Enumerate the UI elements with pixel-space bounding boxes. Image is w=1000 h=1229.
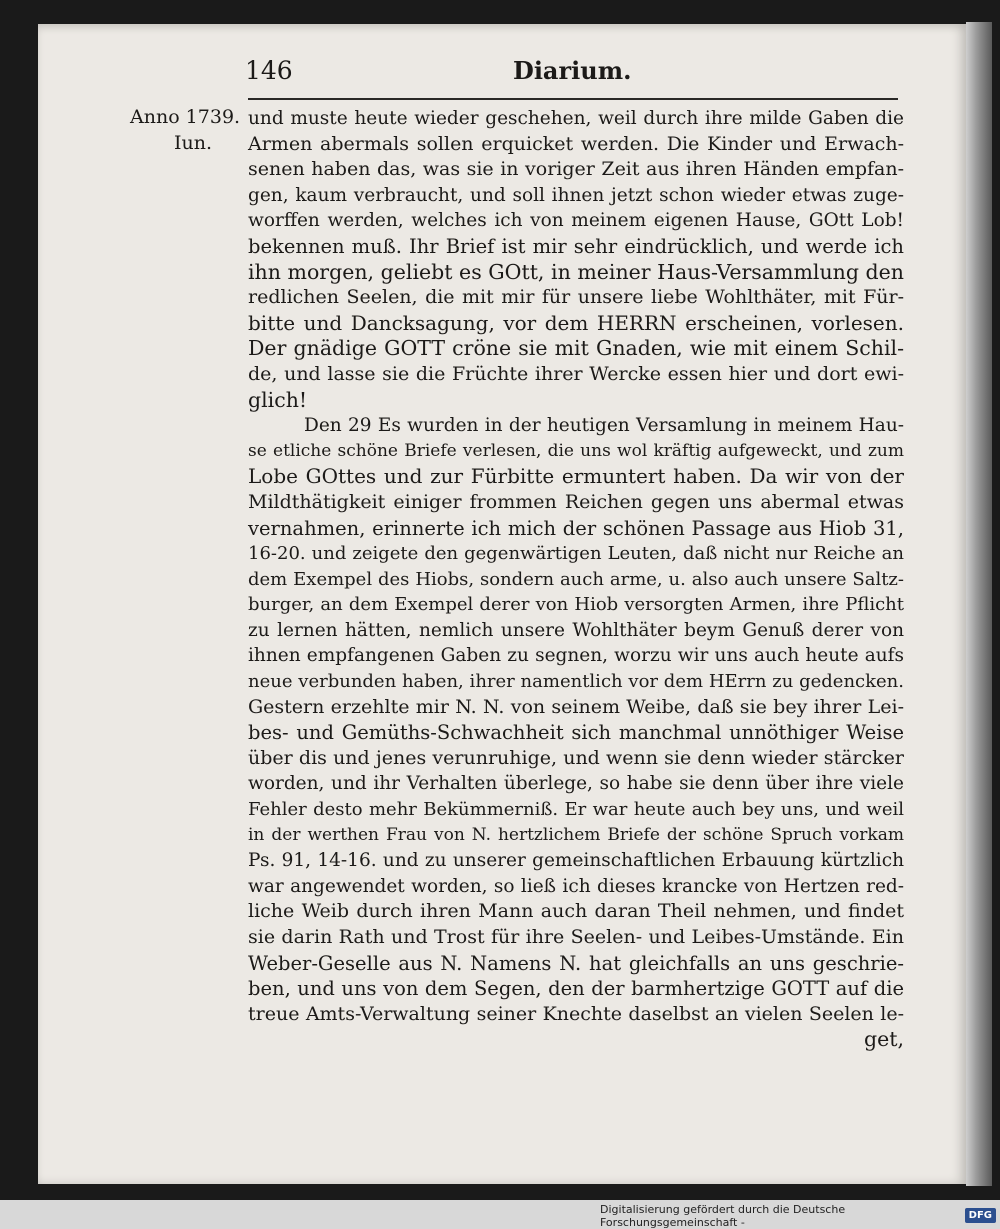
text-line: neue verbunden haben, ihrer namentlich vor dem HErrn zu gedencken.: [248, 671, 904, 693]
text-line: treue Amts-Verwaltung seiner Knechte daselbst an vielen Seelen le-: [248, 1002, 904, 1025]
text-line: sie darin Rath und Trost für ihre Seelen- und Leibes-Umstände. Ein: [248, 926, 904, 948]
text-line: senen haben das, was sie in voriger Zeit aus ihren Händen empfan-: [248, 158, 904, 181]
digitization-credit: [600, 1202, 1000, 1229]
text-line: Ps. 91, 14-16. und zu unserer gemeinschaftlichen Erbauung kürtzlich: [248, 850, 904, 872]
text-line: vernahmen, erinnerte ich mich der schönen Passage aus Hiob 31,: [248, 516, 904, 540]
text-line: Der gnädige GOTT cröne sie mit Gnaden, wie mit einem Schil-: [248, 336, 904, 361]
text-line: Weber-Geselle aus N. Namens N. hat gleichfalls an uns geschrie-: [248, 951, 904, 975]
text-line: Armen abermals sollen erquicket werden. Die Kinder und Erwach-: [248, 132, 904, 155]
page-header: [245, 52, 905, 92]
margin-year: Anno 1739.: [130, 106, 241, 128]
running-title: Diarium.: [513, 56, 632, 85]
text-line: ben, und uns von dem Segen, den der barmhertzige GOTT auf die: [248, 977, 904, 1001]
text-line: ihn morgen, geliebt es GOtt, in meiner Haus-Versammlung den: [248, 259, 904, 284]
text-line: Gestern erzehlte mir N. N. von seinem Weibe, daß sie bey ihrer Lei-: [248, 695, 904, 718]
text-line: ihnen empfangenen Gaben zu segnen, worzu wir uns auch heute aufs: [248, 645, 904, 667]
text-line: Fehler desto mehr Bekümmerniß. Er war heute auch bey uns, und weil: [248, 799, 904, 821]
text-line: in der werthen Frau von N. hertzlichem Briefe der schöne Spruch vorkam: [248, 824, 904, 845]
text-line: Mildthätigkeit einiger frommen Reichen gegen uns abermal etwas: [248, 490, 904, 513]
body-text: [248, 106, 904, 1053]
text-line: worden, und ihr Verhalten überlege, so habe sie denn über ihre viele: [248, 773, 904, 795]
credit-text: Digitalisierung gefördert durch die Deutsche Forschungsgemeinschaft -: [600, 1202, 846, 1229]
text-line: bes- und Gemüths-Schwachheit sich manchmal unnöthiger Weise: [248, 721, 904, 745]
margin-note: [130, 104, 248, 156]
text-line: de, und lasse sie die Früchte ihrer Wercke essen hier und dort ewi-: [248, 362, 904, 385]
text-line: gen, kaum verbraucht, und soll ihnen jetzt schon wieder etwas zuge-: [248, 184, 904, 206]
text-line: Lobe GOttes und zur Fürbitte ermuntert haben. Da wir von der: [248, 464, 904, 489]
page-edge: [966, 22, 992, 1186]
text-line: redlichen Seelen, die mit mir für unsere liebe Wohlthäter, mit Für-: [248, 286, 904, 309]
text-line: bekennen muß. Ihr Brief ist mir sehr eindrücklich, und werde ich: [248, 234, 904, 258]
margin-month: Iun.: [174, 132, 213, 154]
text-line: bitte und Dancksagung, vor dem HERRN erscheinen, vorlesen.: [248, 310, 904, 335]
text-line: über dis und jenes verunruhige, und wenn sie denn wieder stärcker: [248, 746, 904, 769]
text-line: glich!: [248, 387, 308, 412]
catchword: get,: [863, 1027, 904, 1052]
text-line: Den 29 Es wurden in der heutigen Versamlung in meinem Hau-: [304, 415, 904, 437]
text-line: burger, an dem Exempel derer von Hiob versorgten Armen, ihre Pflicht: [248, 594, 904, 616]
header-rule: [248, 98, 898, 100]
text-line: se etliche schöne Briefe verlesen, die uns wol kräftig aufgeweckt, und zum: [248, 440, 904, 461]
text-line: worffen werden, welches ich von meinem eigenen Hause, GOtt Lob!: [248, 210, 904, 232]
text-line: zu lernen hätten, nemlich unsere Wohlthäter beym Genuß derer von: [248, 619, 904, 641]
dfg-logo: DFG: [965, 1208, 996, 1223]
text-line: und muste heute wieder geschehen, weil durch ihre milde Gaben die: [248, 108, 904, 129]
text-line: war angewendet worden, so ließ ich dieses krancke von Hertzen red-: [248, 875, 904, 897]
text-line: dem Exempel des Hiobs, sondern auch arme, u. also auch unsere Saltz-: [248, 568, 904, 590]
page-number: 146: [245, 56, 293, 85]
text-line: 16-20. und zeigete den gegenwärtigen Leuten, daß nicht nur Reiche an: [248, 543, 904, 565]
text-line: liche Weib durch ihren Mann auch daran Theil nehmen, und findet: [248, 900, 904, 923]
